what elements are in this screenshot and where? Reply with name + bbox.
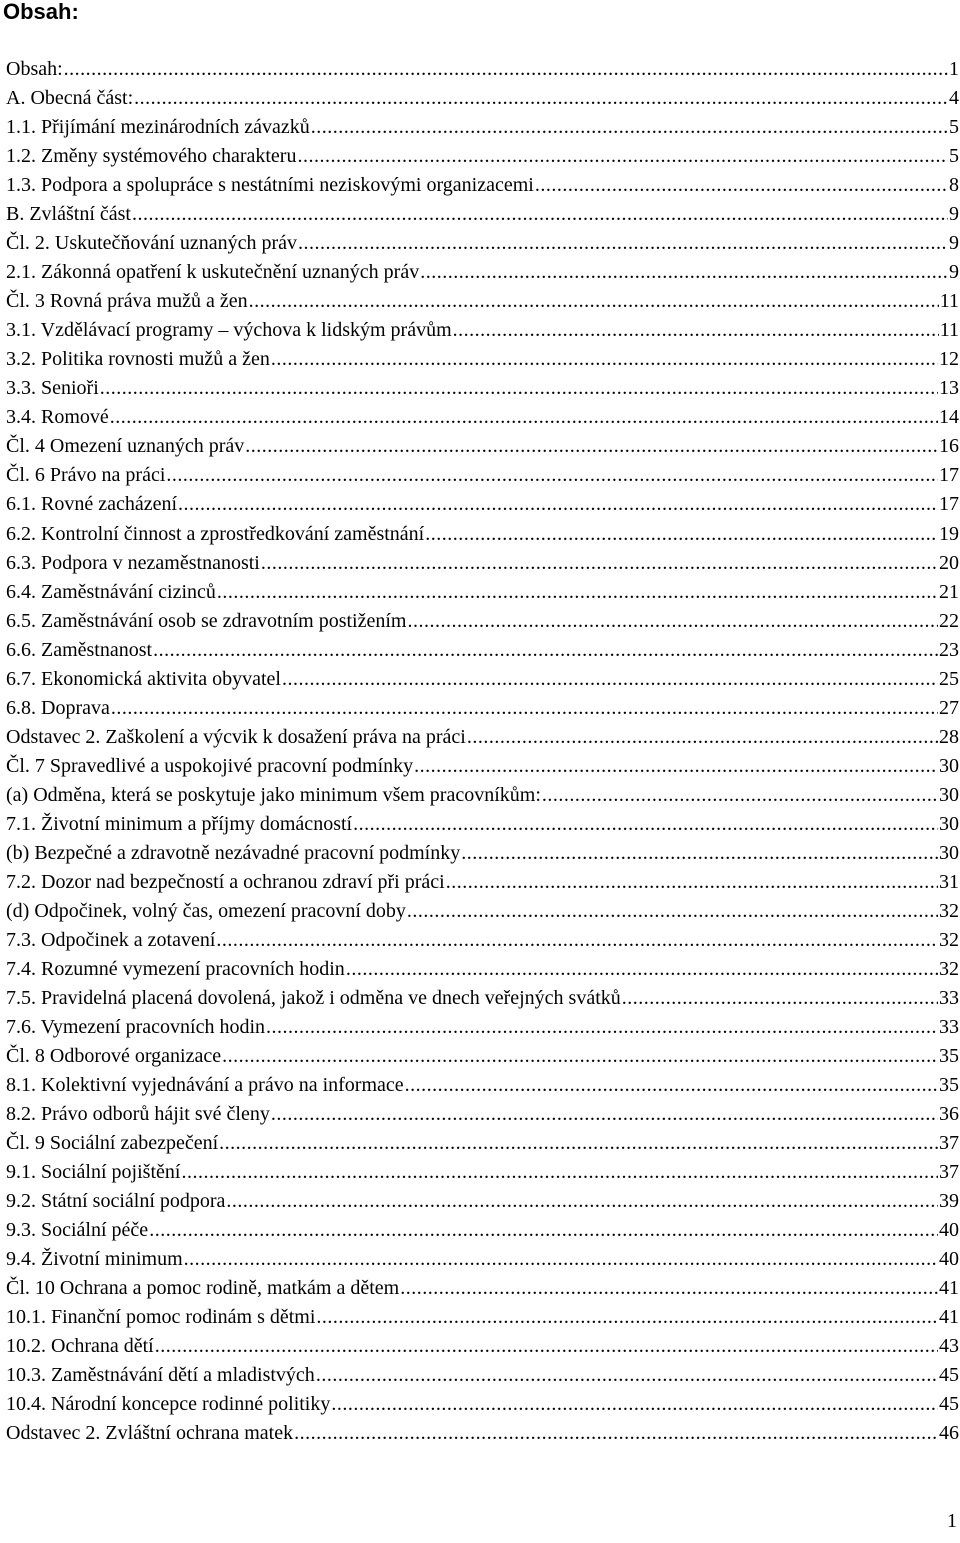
toc-entry-page[interactable]: 41 — [939, 1306, 959, 1329]
toc-entry[interactable] — [6, 1332, 959, 1361]
toc-entry[interactable] — [6, 316, 959, 345]
toc-entry-page[interactable]: 27 — [939, 696, 959, 719]
toc-dot-leader — [282, 665, 938, 694]
toc-dot-leader — [414, 752, 938, 781]
toc-entry-title[interactable]: (d) Odpočinek, volný čas, omezení pracovní doby — [6, 899, 406, 922]
toc-entry[interactable] — [6, 781, 959, 810]
toc-entry-page[interactable]: 40 — [939, 1248, 959, 1271]
toc-entry-page[interactable]: 43 — [939, 1335, 959, 1358]
toc-entry-page[interactable]: 9 — [949, 203, 959, 226]
toc-dot-leader — [331, 1390, 938, 1419]
toc-entry[interactable] — [6, 1303, 959, 1332]
toc-entry-title[interactable]: 9.2. Státní sociální podpora — [6, 1190, 226, 1213]
toc-dot-leader — [217, 578, 938, 607]
toc-entry-page[interactable]: 46 — [939, 1422, 959, 1445]
toc-entry-title[interactable]: 7.2. Dozor nad bezpečností a ochranou zdraví při práci — [6, 870, 445, 893]
toc-entry[interactable] — [6, 955, 959, 984]
toc-dot-leader — [216, 926, 938, 955]
toc-entry-title[interactable]: 1.3. Podpora a spolupráce s nestátními neziskovými organizacemi — [6, 174, 534, 197]
toc-entry-page[interactable]: 14 — [939, 406, 959, 429]
toc-entry-title[interactable]: Čl. 3 Rovná práva mužů a žen — [6, 290, 248, 313]
toc-dot-leader — [64, 55, 948, 84]
toc-entry[interactable] — [6, 752, 959, 781]
toc-entry-page[interactable]: 22 — [939, 609, 959, 632]
toc-entry-page[interactable]: 28 — [939, 725, 959, 748]
toc-entry-page[interactable]: 23 — [939, 638, 959, 661]
toc-entry-page[interactable]: 25 — [939, 667, 959, 690]
toc-dot-leader — [100, 374, 938, 403]
toc-entry-title[interactable]: 10.1. Finanční pomoc rodinám s dětmi — [6, 1306, 316, 1329]
toc-entry[interactable] — [6, 171, 959, 200]
toc-entry[interactable] — [6, 1158, 959, 1187]
toc-entry-page[interactable]: 45 — [939, 1393, 959, 1416]
toc-entry[interactable] — [6, 1216, 959, 1245]
toc-entry-title[interactable]: 6.8. Doprava — [6, 696, 110, 719]
toc-dot-leader — [271, 1100, 938, 1129]
toc-entry-page[interactable]: 45 — [939, 1364, 959, 1387]
toc-dot-leader — [407, 607, 938, 636]
toc-entry-title[interactable]: 7.4. Rozumné vymezení pracovních hodin — [6, 957, 345, 980]
toc-entry[interactable] — [6, 868, 959, 897]
page-heading: Obsah: — [3, 0, 79, 24]
toc-entry[interactable] — [6, 1390, 959, 1419]
toc-entry-title[interactable]: 6.7. Ekonomická aktivita obyvatel — [6, 667, 281, 690]
toc-entry-title[interactable]: 2.1. Zákonná opatření k uskutečnění uznaných práv — [6, 261, 420, 284]
toc-dot-leader — [316, 1361, 938, 1390]
toc-dot-leader — [316, 1303, 938, 1332]
toc-entry[interactable] — [6, 55, 959, 84]
toc-entry[interactable] — [6, 1187, 959, 1216]
toc-entry-page[interactable]: 9 — [949, 232, 959, 255]
toc-dot-leader — [181, 1158, 938, 1187]
toc-entry-title[interactable]: Odstavec 2. Zaškolení a výcvik k dosažení práva na práci — [6, 725, 466, 748]
toc-dot-leader — [266, 1013, 938, 1042]
toc-entry-page[interactable]: 9 — [949, 261, 959, 284]
toc-entry-page[interactable]: 37 — [939, 1161, 959, 1184]
toc-entry[interactable] — [6, 926, 959, 955]
toc-entry-title[interactable]: 6.5. Zaměstnávání osob se zdravotním postižením — [6, 609, 407, 632]
toc-entry-page[interactable]: 32 — [939, 899, 959, 922]
toc-entry-title[interactable]: Čl. 8 Odborové organizace — [6, 1045, 222, 1068]
toc-entry-title[interactable]: Čl. 4 Omezení uznaných práv — [6, 435, 245, 458]
toc-dot-leader — [542, 781, 938, 810]
toc-dot-leader — [405, 1071, 938, 1100]
toc-dot-leader — [407, 897, 938, 926]
toc-entry[interactable] — [6, 665, 959, 694]
toc-entry[interactable] — [6, 461, 959, 490]
toc-entry-title[interactable]: 3.1. Vzdělávací programy – výchova k lidským právům — [6, 319, 452, 342]
toc-dot-leader — [467, 723, 938, 752]
toc-entry[interactable] — [6, 810, 959, 839]
toc-entry[interactable] — [6, 723, 959, 752]
toc-entry[interactable] — [6, 432, 959, 461]
toc-entry-title[interactable]: 7.1. Životní minimum a příjmy domácností — [6, 812, 353, 835]
toc-entry-page[interactable]: 11 — [939, 319, 959, 342]
toc-entry-page[interactable]: 30 — [939, 754, 959, 777]
toc-dot-leader — [297, 142, 948, 171]
toc-dot-leader — [294, 1419, 938, 1448]
toc-entry-title[interactable]: B. Zvláštní část — [6, 203, 131, 226]
toc-entry[interactable] — [6, 84, 959, 113]
toc-entry[interactable] — [6, 694, 959, 723]
toc-dot-leader — [298, 229, 948, 258]
toc-dot-leader — [226, 1187, 938, 1216]
toc-entry[interactable] — [6, 142, 959, 171]
toc-entry[interactable] — [6, 520, 959, 549]
toc-dot-leader — [271, 345, 938, 374]
toc-dot-leader — [166, 461, 938, 490]
toc-dot-leader — [311, 113, 948, 142]
toc-entry[interactable] — [6, 636, 959, 665]
toc-entry-title[interactable]: 6.2. Kontrolní činnost a zprostředkování zaměstnání — [6, 522, 425, 545]
toc-dot-leader — [461, 839, 938, 868]
toc-entry-page[interactable]: 16 — [939, 435, 959, 458]
toc-entry[interactable] — [6, 578, 959, 607]
toc-entry-title[interactable]: (a) Odměna, která se poskytuje jako minimum všem pracovníkům: — [6, 783, 541, 806]
toc-entry-title[interactable]: Čl. 9 Sociální zabezpečení — [6, 1132, 219, 1155]
toc-entry-title[interactable]: 3.3. Senioři — [6, 377, 99, 400]
toc-dot-leader — [420, 258, 948, 287]
toc-entry[interactable] — [6, 897, 959, 926]
toc-dot-leader — [184, 1245, 938, 1274]
toc-entry-page[interactable]: 1 — [949, 58, 959, 80]
toc-entry[interactable] — [6, 113, 959, 142]
toc-entry[interactable] — [6, 607, 959, 636]
toc-entry-title[interactable]: 10.2. Ochrana dětí — [6, 1335, 154, 1358]
toc-entry-title[interactable]: 6.1. Rovné zacházení — [6, 493, 178, 516]
toc-entry[interactable] — [6, 1245, 959, 1274]
toc-entry-title[interactable]: 6.4. Zaměstnávání cizinců — [6, 580, 216, 603]
toc-dot-leader — [155, 1332, 938, 1361]
toc-entry-page[interactable]: 33 — [939, 1016, 959, 1039]
toc-entry-title[interactable]: Čl. 2. Uskutečňování uznaných práv — [6, 232, 298, 255]
toc-entry-page[interactable]: 33 — [939, 987, 959, 1009]
toc-entry-title[interactable]: 9.1. Sociální pojištění — [6, 1161, 181, 1184]
toc-entry-page[interactable]: 5 — [949, 145, 959, 168]
toc-entry[interactable] — [6, 403, 959, 432]
toc-entry-title[interactable]: A. Obecná část: — [6, 87, 134, 110]
toc-entry-title[interactable]: 6.3. Podpora v nezaměstnanosti — [6, 551, 260, 574]
toc-dot-leader — [622, 984, 938, 1013]
toc-entry-page[interactable]: 39 — [939, 1190, 959, 1213]
toc-entry-page[interactable]: 30 — [939, 812, 959, 835]
toc-entry[interactable] — [6, 1361, 959, 1390]
toc-entry-title[interactable]: 9.4. Životní minimum — [6, 1248, 183, 1271]
toc-entry-page[interactable]: 40 — [939, 1219, 959, 1242]
toc-dot-leader — [132, 200, 948, 229]
toc-entry[interactable] — [6, 490, 959, 519]
toc-entry-title[interactable]: 3.2. Politika rovnosti mužů a žen — [6, 348, 270, 371]
toc-entry-title[interactable]: Čl. 6 Právo na práci — [6, 464, 166, 487]
toc-entry[interactable] — [6, 345, 959, 374]
toc-dot-leader — [153, 636, 938, 665]
toc-entry-page[interactable]: 17 — [939, 464, 959, 487]
toc-entry[interactable] — [6, 374, 959, 403]
toc-dot-leader — [346, 955, 938, 984]
toc-dot-leader — [245, 432, 938, 461]
toc-entry-page[interactable]: 20 — [939, 551, 959, 574]
toc-entry[interactable] — [6, 1100, 959, 1129]
toc-entry-page[interactable]: 5 — [949, 116, 959, 139]
toc-entry-page[interactable]: 41 — [939, 1277, 959, 1300]
toc-dot-leader — [400, 1274, 938, 1303]
toc-entry[interactable] — [6, 1419, 959, 1448]
toc-dot-leader — [261, 549, 938, 578]
toc-entry-title[interactable]: 10.4. Národní koncepce rodinné politiky — [6, 1393, 331, 1416]
toc-dot-leader — [222, 1042, 938, 1071]
toc-dot-leader — [353, 810, 938, 839]
toc-entry-page[interactable]: 17 — [939, 493, 959, 516]
toc-entry[interactable] — [6, 839, 959, 868]
toc-entry-title[interactable]: 7.5. Pravidelná placená dovolená, jakož i odměna ve dnech veřejných svátků — [6, 987, 621, 1009]
toc-entry[interactable] — [6, 1013, 959, 1042]
toc-entry-title[interactable]: Čl. 7 Spravedlivé a uspokojivé pracovní podmínky — [6, 754, 414, 777]
toc-entry-page[interactable]: 30 — [939, 841, 959, 864]
toc-entry-title[interactable]: 9.3. Sociální péče — [6, 1219, 149, 1242]
toc-dot-leader — [134, 84, 948, 113]
toc-dot-leader — [249, 287, 939, 316]
toc-entry[interactable] — [6, 549, 959, 578]
toc-entry-page[interactable]: 11 — [939, 290, 959, 313]
toc-entry-page[interactable]: 13 — [939, 377, 959, 400]
toc-entry[interactable] — [6, 1042, 959, 1071]
toc-entry-page[interactable]: 30 — [939, 783, 959, 806]
toc-entry-page[interactable]: 37 — [939, 1132, 959, 1155]
toc-entry-title[interactable]: 7.6. Vymezení pracovních hodin — [6, 1016, 266, 1039]
toc-entry-page[interactable]: 31 — [939, 870, 959, 893]
toc-entry[interactable] — [6, 1129, 959, 1158]
toc-entry[interactable] — [6, 258, 959, 287]
toc-entry-title[interactable]: 8.2. Právo odborů hájit své členy — [6, 1103, 270, 1126]
page-number: 1 — [947, 1510, 957, 1532]
toc-entry-page[interactable]: 32 — [939, 928, 959, 951]
toc-entry-page[interactable]: 35 — [939, 1045, 959, 1068]
toc-dot-leader — [453, 316, 939, 345]
toc-entry-title[interactable]: 3.4. Romové — [6, 406, 109, 429]
toc-entry-title[interactable]: 6.6. Zaměstnanost — [6, 638, 153, 661]
toc-entry-title[interactable]: 8.1. Kolektivní vyjednávání a právo na informace — [6, 1074, 404, 1097]
toc-entry-page[interactable]: 32 — [939, 957, 959, 980]
toc-dot-leader — [219, 1129, 938, 1158]
toc-entry[interactable] — [6, 984, 959, 1013]
table-of-contents — [6, 55, 959, 1449]
toc-entry-title[interactable]: Čl. 10 Ochrana a pomoc rodině, matkám a dětem — [6, 1277, 400, 1300]
toc-entry-title[interactable]: 1.1. Přijímání mezinárodních závazků — [6, 116, 310, 139]
toc-dot-leader — [535, 171, 948, 200]
toc-entry[interactable] — [6, 287, 959, 316]
toc-entry-page[interactable]: 12 — [939, 348, 959, 371]
toc-entry-page[interactable]: 8 — [949, 174, 959, 197]
toc-entry-title[interactable]: (b) Bezpečné a zdravotně nezávadné pracovní podmínky — [6, 841, 461, 864]
toc-entry-title[interactable]: 1.2. Změny systémového charakteru — [6, 145, 297, 168]
toc-entry-page[interactable]: 21 — [939, 580, 959, 603]
toc-entry-page[interactable]: 19 — [939, 522, 959, 545]
toc-dot-leader — [111, 694, 938, 723]
toc-dot-leader — [178, 490, 938, 519]
toc-entry-title[interactable]: Odstavec 2. Zvláštní ochrana matek — [6, 1422, 294, 1445]
toc-entry[interactable] — [6, 200, 959, 229]
toc-entry-title[interactable]: Obsah: — [6, 58, 63, 80]
toc-dot-leader — [425, 520, 938, 549]
toc-dot-leader — [110, 403, 938, 432]
toc-entry[interactable] — [6, 1071, 959, 1100]
toc-entry[interactable] — [6, 1274, 959, 1303]
toc-entry-page[interactable]: 4 — [949, 87, 959, 110]
toc-entry-page[interactable]: 35 — [939, 1074, 959, 1097]
toc-entry-page[interactable]: 36 — [939, 1103, 959, 1126]
toc-entry[interactable] — [6, 229, 959, 258]
toc-dot-leader — [149, 1216, 938, 1245]
toc-entry-title[interactable]: 10.3. Zaměstnávání dětí a mladistvých — [6, 1364, 315, 1387]
toc-entry-title[interactable]: 7.3. Odpočinek a zotavení — [6, 928, 216, 951]
toc-dot-leader — [446, 868, 938, 897]
